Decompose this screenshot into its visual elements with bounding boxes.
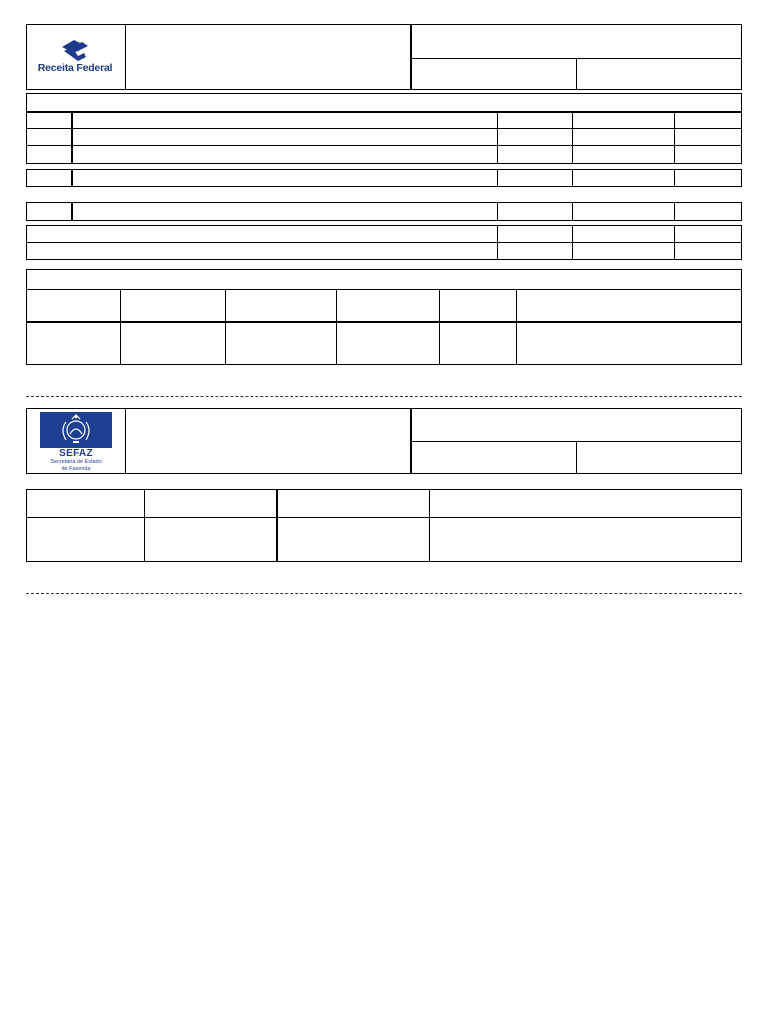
federal-payment-col-line xyxy=(439,289,440,365)
sefaz-logo-panel xyxy=(40,412,112,448)
federal-section-title-row xyxy=(26,93,742,112)
federal-totals-col-line xyxy=(674,225,675,260)
sefaz-logo-subtitle xyxy=(40,459,112,472)
federal-payment-col-line xyxy=(120,289,121,365)
state-header-divider xyxy=(576,441,577,474)
federal-items-col-line xyxy=(572,112,573,164)
state-payment-col-line xyxy=(144,489,145,562)
federal-header xyxy=(26,24,742,90)
state-coat-of-arms-icon xyxy=(40,412,112,448)
federal-deduction-col-line xyxy=(71,202,73,221)
federal-items-row-line xyxy=(26,145,742,146)
state-payment-col-line xyxy=(429,489,430,562)
federal-deduction-col-line xyxy=(572,202,573,221)
federal-payment-col-line xyxy=(336,289,337,365)
federal-items-col-line xyxy=(497,112,498,164)
federal-subtotal-col-line xyxy=(674,169,675,187)
receita-federal-logo-text: Receita Federal xyxy=(37,62,113,74)
state-payment-block xyxy=(26,489,742,562)
receita-federal-logo xyxy=(34,38,116,78)
federal-payment-col-line xyxy=(516,289,517,365)
federal-subtotal-col-line xyxy=(71,169,73,187)
federal-deduction-col-line xyxy=(497,202,498,221)
federal-deduction-col-line xyxy=(674,202,675,221)
sefaz-logo-subtitle-line: Secretaria de Estado xyxy=(50,459,102,465)
federal-items-table xyxy=(26,112,742,164)
state-header-divider xyxy=(125,408,126,474)
federal-items-col-line xyxy=(71,112,73,164)
federal-items-row-line xyxy=(26,128,742,129)
federal-header-divider xyxy=(410,24,412,90)
sefaz-logo-subtitle-line: de Fazenda xyxy=(61,465,91,472)
sefaz-logo xyxy=(40,412,112,474)
federal-payment-row-line xyxy=(26,321,742,323)
federal-deduction-row xyxy=(26,202,742,221)
federal-payment-row-line xyxy=(26,289,742,290)
federal-totals-col-line xyxy=(497,225,498,260)
federal-header-divider xyxy=(125,24,126,90)
federal-payment-col-line xyxy=(225,289,226,365)
sefaz-logo-title: SEFAZ xyxy=(59,448,93,459)
federal-payment-block xyxy=(26,269,742,365)
federal-items-col-line xyxy=(674,112,675,164)
cut-line xyxy=(26,593,742,594)
receita-federal-emblem-icon xyxy=(34,38,116,62)
federal-totals-col-line xyxy=(572,225,573,260)
cut-line xyxy=(26,396,742,397)
federal-subtotal-col-line xyxy=(572,169,573,187)
federal-header-divider xyxy=(576,58,577,90)
federal-totals-row-line xyxy=(26,242,742,243)
state-payment-row-line xyxy=(26,517,742,518)
federal-subtotal-row xyxy=(26,169,742,187)
federal-subtotal-col-line xyxy=(497,169,498,187)
state-payment-col-line xyxy=(276,489,278,562)
